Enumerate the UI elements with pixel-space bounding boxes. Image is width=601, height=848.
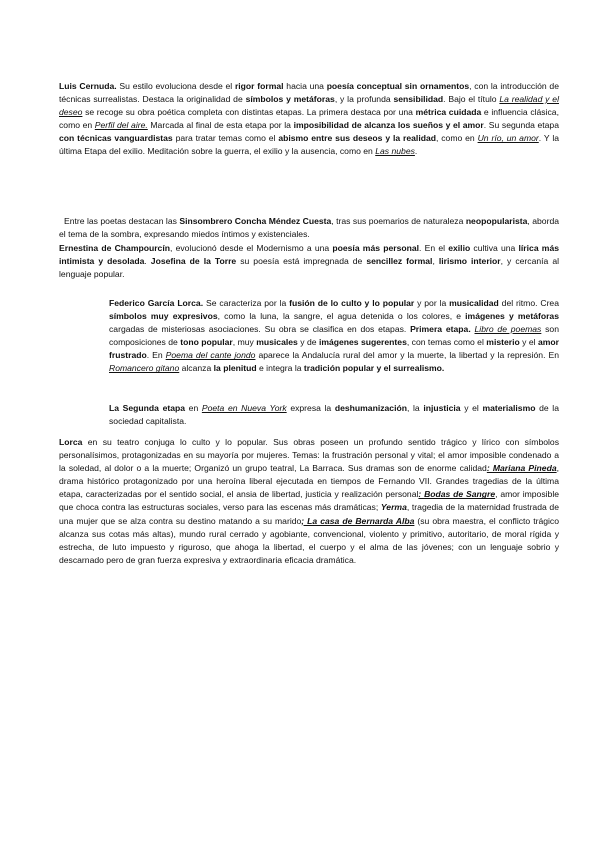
work-title: Perfil del aire. (94, 120, 148, 131)
bold-text: fusión de lo culto y lo popular (289, 298, 415, 308)
work-title: Poeta en Nueva York (201, 403, 287, 413)
paragraph-lorca-teatro (59, 436, 559, 567)
text: , como en (436, 133, 478, 144)
bold-text: musicalidad (449, 298, 499, 308)
bold-text: injusticia (423, 403, 461, 413)
text: , y la profunda (334, 94, 394, 105)
text: . Y la última Etapa del exilio. Meditación sobre la guerra, el exilio y la ausencia, como en (59, 133, 560, 157)
text: y el (460, 403, 483, 413)
text: e integra la (256, 363, 304, 374)
text: se recoge su obra poética completa con distintas etapas. La primera destaca por una (82, 107, 416, 118)
text: . Su segunda etapa (483, 120, 559, 131)
text: y por la (414, 298, 450, 308)
work-title: Libro de poemas (474, 324, 542, 335)
bold-text: lirismo interior (438, 256, 501, 267)
text: , tragedia de la maternidad frustrada de una mujer que se alza contra su destino matando a su marido (59, 502, 559, 526)
text: (su obra maestra, el conflicto trágico alcanza sus cotas más altas), mundo rural cerrado y agobiante, convencional, violento y primitivo, autoritario, de moral rígida y estrecha, de luto impuesto y riguroso, que ahoga la libertad, el cuerpo y el alma de las jóvenes; con un lenguaje sobrio y descarnado pero de gran fuerza expresiva y extraordinaria eficacia dramática. (59, 515, 559, 565)
author-name: Ernestina de Champourcín (59, 243, 170, 253)
bold-text: misterio (486, 337, 520, 348)
bold-text: sensibilidad (393, 94, 444, 105)
work-title: : Mariana Pineda (486, 463, 557, 474)
bold-text: sencillez formal (366, 256, 433, 267)
bold-text: musicales (256, 337, 298, 348)
text: del ritmo. Crea (498, 298, 559, 308)
text: . Bajo el título (443, 94, 500, 105)
bold-text: imágenes sugerentes (318, 337, 407, 348)
bold-text: La Segunda etapa (109, 403, 186, 413)
paragraph-cernuda (59, 80, 559, 159)
text: , tras sus poemarios de naturaleza (331, 216, 466, 226)
text: alcanza (179, 363, 214, 374)
text: e influencia clásica, como en (59, 107, 559, 131)
text: , muy (232, 337, 257, 348)
text: para tratar temas como el (172, 133, 279, 144)
text: expresa la (286, 403, 335, 413)
bold-text: deshumanización (334, 403, 407, 413)
work-title: Yerma (380, 502, 407, 513)
work-title: ; La casa de Bernarda Alba (301, 515, 415, 526)
text: y de (297, 337, 319, 348)
text: aparece la Andalucía rural del amor y la muerte, la libertad y la represión. En (255, 350, 559, 361)
bold-text: poesía conceptual sin ornamentos (326, 81, 470, 91)
bold-text: métrica cuidada (415, 107, 482, 118)
text: en su teatro conjuga lo culto y lo popular. Sus obras poseen un profundo sentido trágico y lírico con símbolos personalísimos, protagonizadas en su mayoría por mujeres. Temas: la frustración personal y vital; el amor imposible condenado a la soledad, al dolor o a la muerte; Organizó un grupo teatral, La Barraca. Sus dramas son de enorme calidad (59, 437, 559, 474)
author-name: Federico García Lorca. (109, 298, 204, 308)
text: . En (146, 350, 166, 361)
bold-text: lírica más intimista y desolada (59, 243, 559, 267)
text: de la sociedad capitalista. (109, 403, 559, 427)
bold-text: Primera etapa. (410, 324, 471, 335)
text: , drama histórico protagonizado por una heroína liberal ejecutada en tiempos de Fernando VII. Grandes tragedias de la última etapa, caracterizadas por el sentido social, el ansia de libertad, justicia y realización personal (59, 463, 559, 500)
bold-text: tono popular (180, 337, 233, 348)
bold-text: poesía más personal (332, 243, 420, 253)
text: . En el (419, 243, 449, 253)
bold-text: Sinsombrero Concha Méndez Cuesta (179, 216, 332, 226)
paragraph-lorca-poesia (109, 297, 559, 376)
text: su poesía está impregnada de (236, 256, 367, 267)
author-name: Luis Cernuda. (59, 81, 117, 91)
text: , (432, 256, 439, 267)
author-name: Josefina de la Torre (150, 256, 237, 267)
text: . (414, 146, 418, 157)
bold-text: la plenitud (213, 363, 257, 374)
author-name: Lorca (59, 437, 83, 447)
bold-text: símbolos y metáforas (245, 94, 335, 105)
text: , como la luna, la sangre, el agua detenida o los colores, e (217, 311, 466, 322)
bold-text: imágenes y metáforas (465, 311, 559, 322)
work-title: Un río, un amor (477, 133, 539, 144)
text: cargadas de misteriosas asociaciones. Su obra se clasifica en dos etapas. (109, 324, 411, 335)
text: en (185, 403, 202, 413)
text: , la (406, 403, 424, 413)
bold-text: neopopularista (465, 216, 528, 226)
paragraph-poetas (59, 215, 559, 241)
text: , aborda el tema de la sombra, expresando miedos íntimos y existenciales. (59, 216, 559, 240)
text: , amor imposible que choca contra las estructuras sociales, verso para las escenas más dramáticas; (59, 489, 560, 513)
text: Marcada al final de esta etapa por la (147, 120, 294, 131)
bold-text: exilio (448, 243, 471, 253)
text: Su estilo evoluciona desde el (116, 81, 235, 91)
bold-text: amor frustrado (109, 337, 559, 361)
text: , con la introducción de técnicas surrealistas. Destaca la originalidad de (59, 81, 559, 105)
text: hacia una (283, 81, 327, 91)
bold-text: materialismo (482, 403, 536, 413)
text: Se caracteriza por la (203, 298, 290, 308)
bold-text: imposibilidad de alcanza los sueños y el amor (293, 120, 484, 131)
text: son composiciones de (109, 324, 559, 348)
work-title: : Bodas de Sangre (418, 489, 496, 500)
bold-text: abismo entre sus deseos y la realidad (278, 133, 436, 144)
work-title: Romancero gitano (109, 363, 180, 374)
bold-text: símbolos muy expresivos (109, 311, 218, 322)
text: . (144, 256, 151, 267)
text: cultiva una (470, 243, 519, 253)
bold-text: con técnicas vanguardistas (59, 133, 173, 144)
text: , evolucionó desde el Modernismo a una (169, 243, 333, 253)
bold-text: rigor formal (234, 81, 284, 91)
text: Entre las poetas destacan las (64, 216, 180, 226)
text: , y cercanía al lenguaje popular. (59, 256, 560, 280)
bold-text: tradición popular y el surrealismo. (303, 363, 445, 374)
paragraph-lorca-segunda-etapa (109, 402, 559, 428)
work-title: Poema del cante jondo (165, 350, 256, 361)
work-title: La realidad y el deseo (59, 94, 559, 118)
paragraph-champourcin (59, 242, 559, 281)
text: y el (519, 337, 538, 348)
work-title: Las nubes (375, 146, 415, 157)
text: , con temas como el (406, 337, 487, 348)
